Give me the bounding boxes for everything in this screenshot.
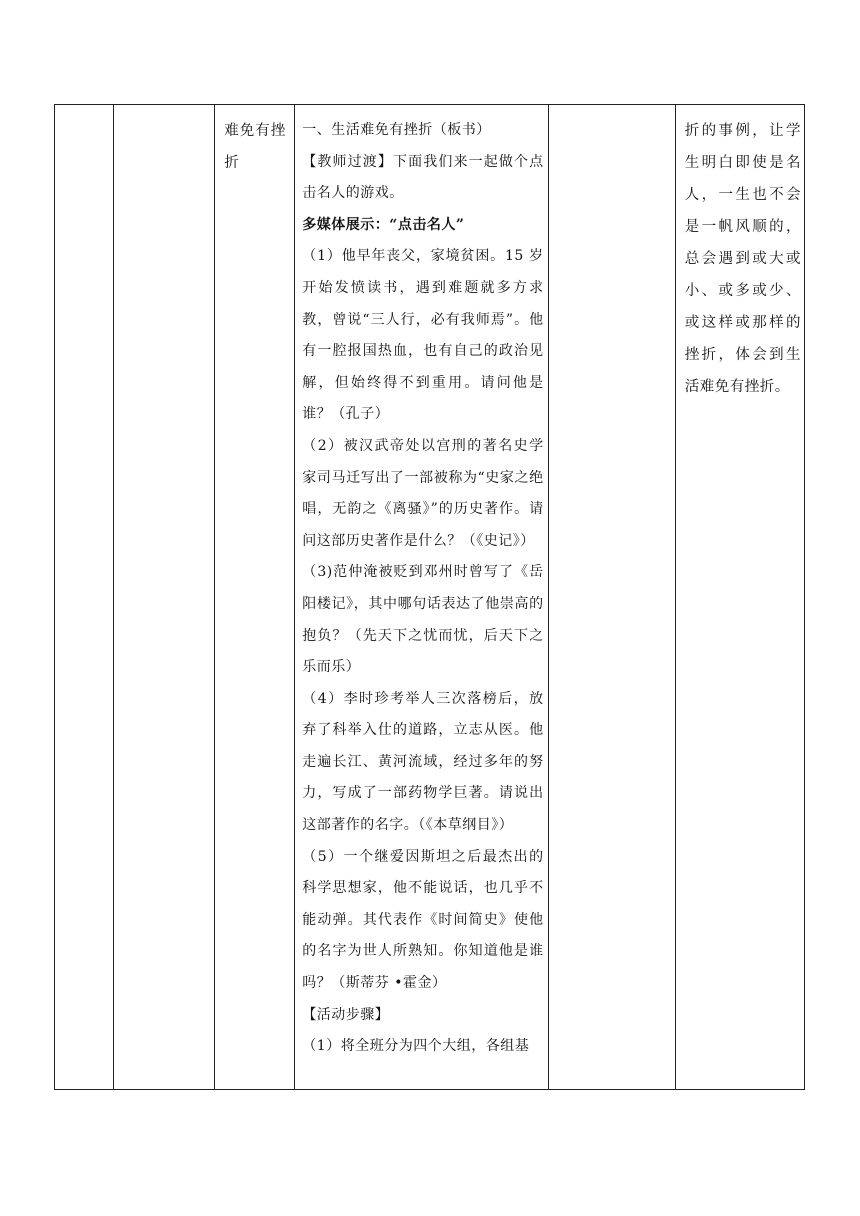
empty-cell-1	[55, 105, 114, 1090]
design-intent-text: 折的事例，让学生明白即使是名人，一生也不会是一帆风顺的，总会遇到或大或小、或多或少、或这样或那样的挫折，体会到生活难免有挫折。	[684, 123, 801, 395]
lesson-plan-table	[54, 104, 805, 1090]
empty-cell-5	[548, 105, 675, 1090]
activity-step-item: （1）将全班分为四个大组，各组基	[302, 1038, 530, 1055]
multimedia-title: 多媒体展示：“点击名人”	[302, 216, 465, 233]
content-cell	[295, 105, 548, 1090]
question-item: （2）被汉武帝处以宫刑的著名史学家司马迁写出了一部被称为“史家之绝唱，无韵之《离骚》”的历史著作。请问这部历史著作是什么？（《史记》）	[302, 437, 544, 549]
question-item: （4）李时珍考举人三次落榜后，放弃了科举入仕的道路，立志从医。他走遍长江、黄河流域，经过多年的努力，写成了一部药物学巨著。请说出这部著作的名字。（《本草纲目》）	[302, 690, 544, 834]
topic-text: 难免有挫折	[224, 123, 287, 171]
teacher-transition: 【教师过渡】下面我们来一起做个点击名人的游戏。	[302, 153, 544, 202]
design-intent-cell	[675, 105, 804, 1090]
question-item: （3)范仲淹被贬到邓州时曾写了《岳阳楼记》，其中哪句话表达了他崇高的抱负？（先天下之忧而忧，后天下之乐而乐）	[302, 564, 544, 676]
empty-cell-2	[114, 105, 215, 1090]
question-item: （5）一个继爱因斯坦之后最杰出的科学思想家，他不能说话，也几乎不能动弹。其代表作《时间简史》使他的名字为世人所熟知。你知道他是谁吗？（斯蒂芬 •霍金）	[302, 848, 544, 992]
activity-steps-heading: 【活动步骤】	[302, 1006, 390, 1023]
topic-cell	[215, 105, 295, 1090]
content-heading: 一、生活难免有挫折（板书）	[302, 122, 491, 138]
question-item: （1）他早年丧父，家境贫困。15 岁开始发愤读书，遇到难题就多方求教，曾说“三人行，必有我师焉”。他有一腔报国热血，也有自己的政治见解，但始终得不到重用。请问他是谁？（孔子）	[302, 248, 544, 423]
table-row	[55, 105, 805, 1090]
content-text	[295, 105, 547, 1063]
